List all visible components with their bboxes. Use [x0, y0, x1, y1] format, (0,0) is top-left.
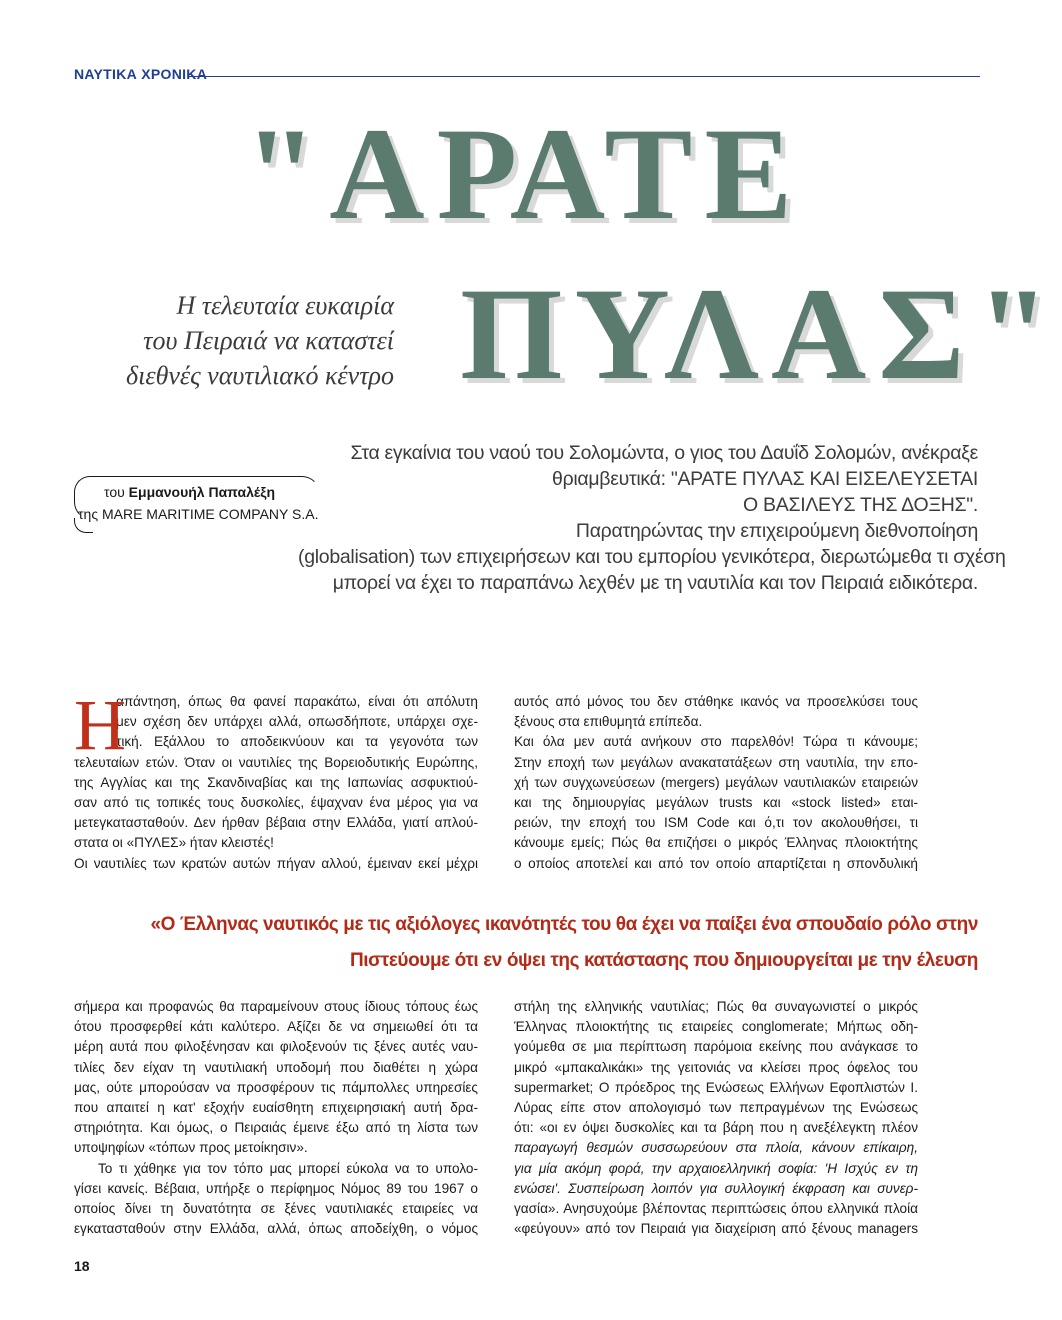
body-line: Στην εποχή των μεγάλων ανακατατάξεων στη ναυτιλία, την επο- [514, 754, 918, 770]
article-column-top-left [74, 685, 478, 874]
author-company: MARE MARITIME COMPANY S.A. [101, 506, 319, 522]
subtitle-line: του Πειραιά να καταστεί [143, 326, 394, 355]
body-line: χή των συγχωνεύσεων (mergers) μεγάλων ναυτιλιακών εταιρειών [514, 774, 918, 790]
body-line: ότου προσφερθεί κάτι καλύτερο. Αξίζει δε να σημειωθεί ότι τα [74, 1019, 478, 1035]
body-line: ρειών, την εποχή του ISM Code και ό,τι τον ακολουθήσει, τι [514, 815, 918, 831]
body-line: Και όλα μεν αυτά ανήκουν στο παρελθόν! Τώρα τι κάνουμε; [514, 734, 918, 750]
subtitle-line: διεθνές ναυτιλιακό κέντρο [126, 361, 394, 390]
body-line: και της δημιουργίας μεγάλων trusts και «stock listed» εται- [514, 795, 918, 811]
body-line: Το τι χάθηκε για τον τόπο μας μπορεί εύκολα να το υπολο- [98, 1160, 478, 1176]
body-line: σαν από τις τοπικές τους δυσκολίες, έψαχναν ένα μέρος για να [74, 795, 478, 811]
body-line: κάνουμε εμείς; Πώς θα επιζήσει ο μικρός Έλληνας πλοιοκτήτης [514, 835, 918, 851]
intro-line: Στα εγκαίνια του ναού του Σολομώντα, ο γιος του Δαυΐδ Σολομών, ανέκραξε [350, 442, 978, 464]
author-company-line [78, 506, 318, 522]
body-line: στηριότητα. Και όμως, ο Πειραιάς έμεινε έξω από τη λίστα των [74, 1120, 478, 1136]
pull-quote-line: «Ο Έλληνας ναυτικός με τις αξιόλογες ικανότητές του θα έχει να παίξει ένα σπουδαίο ρόλο στην [150, 914, 978, 935]
body-line: Οι ναυτιλίες των κρατών αυτών πήγαν αλλού, έμειναν εκεί μέχρι [74, 855, 478, 871]
body-line: οποίος δίνει τη δυνατότητα σε ξένες ναυτιλιακές εταιρείες να [74, 1201, 478, 1217]
page-number: 18 [74, 1258, 90, 1274]
body-line: μας, ούτε μπορούσαν να προσφέρουν τις πάμπολλες υπηρεσίες [74, 1079, 478, 1095]
body-line: supermarket; Ο πρόεδρος της Ενώσεως Ελλήνων Εφοπλιστών Ι. [514, 1079, 918, 1095]
intro-paragraph [298, 440, 1006, 596]
body-line: υποψηφίων «τόπων προς μετοίκησιν». [74, 1140, 308, 1156]
body-line: τιλίες δεν είχαν τη ναυτιλιακή υποδομή που διαθέτει η χώρα [74, 1059, 478, 1075]
drop-cap: Η [74, 685, 126, 765]
article-column-bottom-left [74, 997, 478, 1239]
intro-line: (globalisation) των επιχειρήσεων και του εμπορίου γενικότερα, διερωτώμεθα τι σχέση [298, 546, 1006, 568]
body-line: Έλληνας πλοιοκτήτης τις εταιρείες conglomerate; Μήπως οδη- [514, 1019, 918, 1035]
header-rule [188, 76, 980, 77]
author-prefix: του [104, 484, 125, 500]
body-line-quote: για μία ακόμη φορά, την αρχαιοελληνική σοφία: 'Η Ισχύς εν τη [514, 1160, 918, 1176]
company-prefix: της [78, 506, 99, 522]
body-line: σήμερα και προφανώς θα παραμείνουν στους ίδιους τόπους έως [74, 999, 478, 1014]
body-line: ξένους στα επιθυμητά επίπεδα. [514, 714, 703, 730]
body-line: γασία». Ανησυχούμε βλέποντας περιπτώσεις όπου ελληνικά πλοία [514, 1201, 918, 1217]
author-byline [104, 484, 275, 500]
section-label: ΝΑΥΤΙΚΑ ΧΡΟΝΙΚΑ [74, 66, 208, 82]
article-column-top-right [514, 692, 918, 874]
body-line: στατα οι «ΠΥΛΕΣ» ήταν κλειστές! [74, 835, 274, 851]
body-line: τική. Εξάλλου το αποδεικνύουν και τα γεγονότα των [116, 734, 478, 750]
body-line: ο οποίος αποτελεί και από τον οποίο απαρτίζεται η σπονδυλική [514, 855, 918, 871]
intro-line: θριαμβευτικά: "ΑΡΑΤΕ ΠΥΛΑΣ ΚΑΙ ΕΙΣΕΛΕΥΣΕΤΑΙ [552, 468, 978, 490]
title-line-2: ΠΥΛΑΣ" [460, 260, 1062, 407]
intro-line: Παρατηρώντας την επιχειρούμενη διεθνοποίηση [575, 520, 978, 542]
body-line: γούμεθα σε μια περίπτωση παρόμοια εκείνης που ανάγκασε το [514, 1039, 918, 1055]
body-line: μετεγκατασταθούν. Δεν ήρθαν βέβαια στην Ελλάδα, γιατί απλού- [74, 815, 478, 831]
body-line: της Αγγλίας και της Σκανδιναβίας και της Ιαπωνίας ασφυκτιού- [74, 774, 478, 790]
body-line: μεν σχέση δεν υπάρχει αλλά, οπωσδήποτε, υπάρχει σχε- [116, 714, 478, 730]
author-name: Εμμανουήλ Παπαλέξη [128, 484, 276, 500]
subtitle-line: Η τελευταία ευκαιρία [176, 291, 394, 320]
body-line: «φεύγουν» από τον Πειραιά για διαχείριση από ξένους managers [514, 1221, 918, 1237]
body-line: τελευταίων ετών. Όταν οι ναυτιλίες της Βορειοδυτικής Ευρώπης, [74, 754, 478, 770]
intro-line: μπορεί να έχει το παραπάνω λεχθέν με τη ναυτιλία και τον Πειραιά ειδικότερα. [332, 572, 978, 594]
body-line: εγκατασταθούν στην Ελλάδα, αλλά, όπως αποδείχθη, ο νόμος [74, 1221, 478, 1237]
pull-quote-line: Πιστεύουμε ότι εν όψει της κατάστασης που δημιουργείται με την έλευση [349, 950, 978, 971]
body-line: αυτός από μόνος του δεν στάθηκε ικανός να προσελκύσει τους [514, 694, 918, 709]
body-line: που απαιτεί η κατ' εξοχήν ευαίσθητη επιχειρησιακή αυτή δρα- [74, 1100, 478, 1116]
body-line: γίσει κανείς. Βέβαια, υπήρξε ο περίφημος Νόμος 89 του 1967 ο [74, 1180, 478, 1196]
title-line-1: "ΑΡΑΤΕ [244, 100, 805, 247]
body-line: Λύρας είπε στον απολογισμό των πεπραγμένων της Ενώσεως [514, 1100, 918, 1116]
article-column-bottom-right [514, 997, 918, 1239]
subtitle [60, 288, 394, 393]
body-line-quote: ενώσει'. Συσπείρωση λοιπόν για συλλογική έκφραση και συνερ- [514, 1180, 918, 1196]
body-line: απάντηση, όπως θα φανεί παρακάτω, είναι ότι απόλυτη [116, 694, 478, 709]
body-line: ότι: «οι εν όψει δυσκολίες και τα βάρη που η ανεξέλεγκτη πλέον [514, 1120, 918, 1136]
body-line: μέρη αυτά που φιλοξένησαν και φιλοξενούν τις ξένες αυτές ναυ- [74, 1039, 478, 1055]
body-line: στήλη της ελληνικής ναυτιλίας; Πώς θα συναγωνιστεί ο μικρός [514, 999, 918, 1014]
body-line-quote: παραγωγή θεσμών συσσωρεύουν στα πλοία, κάνουν επίκαιρη, [514, 1140, 918, 1156]
intro-line: Ο ΒΑΣΙΛΕΥΣ ΤΗΣ ΔΟΞΗΣ". [743, 494, 978, 516]
body-line: μικρό «μπακαλικάκι» της γειτονιάς να κλείσει προς όφελος του [514, 1059, 918, 1075]
